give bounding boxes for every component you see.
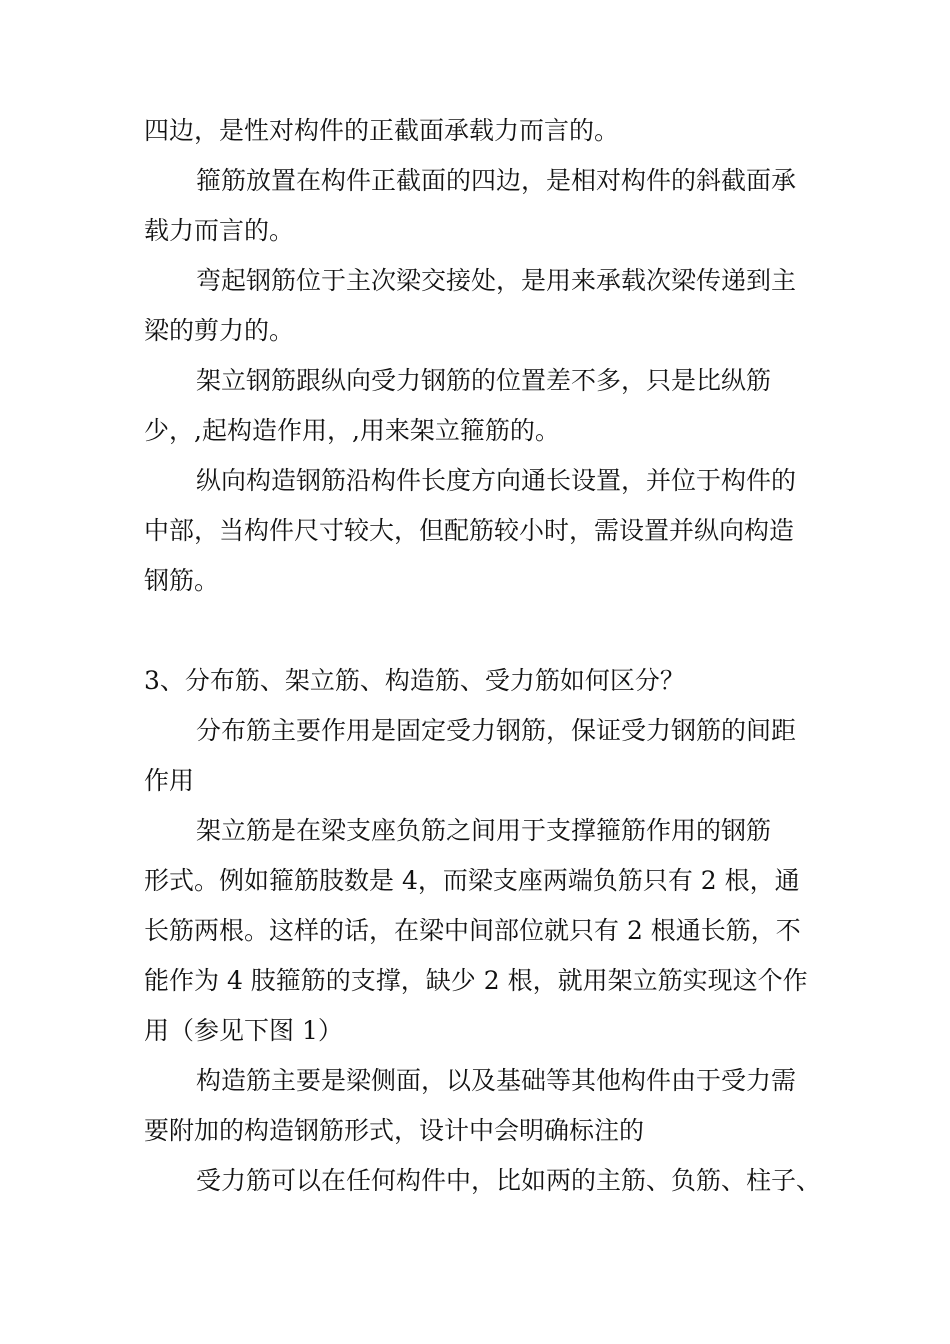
text-line: 纵向构造钢筋沿构件长度方向通长设置，并位于构件的: [196, 466, 797, 495]
text-line: 少，,起构造作用，,用来架立箍筋的。: [144, 416, 560, 445]
text-line: 架立筋是在梁支座负筋之间用于支撑箍筋作用的钢筋: [196, 816, 772, 845]
text-line: 构造筋主要是梁侧面，以及基础等其他构件由于受力需: [196, 1066, 797, 1095]
text-line: 受力筋可以在任何构件中，比如两的主筋、负筋、柱子、: [196, 1166, 822, 1195]
text-line: 中部，当构件尺寸较大，但配筋较小时，需设置并纵向构造: [144, 516, 795, 545]
text-line: 载力而言的。: [144, 216, 295, 245]
text-line: 梁的剪力的。: [144, 316, 295, 345]
text-line: 用（参见下图 1）: [144, 1016, 343, 1045]
text-line: 四边，是性对构件的正截面承载力而言的。: [144, 116, 620, 145]
text-line: 分布筋主要作用是固定受力钢筋，保证受力钢筋的间距: [196, 716, 797, 745]
text-line: 要附加的构造钢筋形式，设计中会明确标注的: [144, 1116, 645, 1145]
text-line: 作用: [144, 766, 195, 795]
section-heading: 3、分布筋、架立筋、构造筋、受力筋如何区分？: [144, 666, 685, 695]
text-line: 形式。例如箍筋肢数是 4，而梁支座两端负筋只有 2 根，通: [144, 866, 800, 895]
text-line: 箍筋放置在构件正截面的四边，是相对构件的斜截面承: [196, 166, 797, 195]
text-line: 架立钢筋跟纵向受力钢筋的位置差不多，只是比纵筋: [196, 366, 772, 395]
text-line: 弯起钢筋位于主次梁交接处，是用来承载次梁传递到主: [196, 266, 797, 295]
text-line: 长筋两根。这样的话，在梁中间部位就只有 2 根通长筋，不: [144, 916, 801, 945]
text-line: 能作为 4 肢箍筋的支撑，缺少 2 根，就用架立筋实现这个作: [144, 966, 808, 995]
text-line: 钢筋。: [144, 566, 220, 595]
